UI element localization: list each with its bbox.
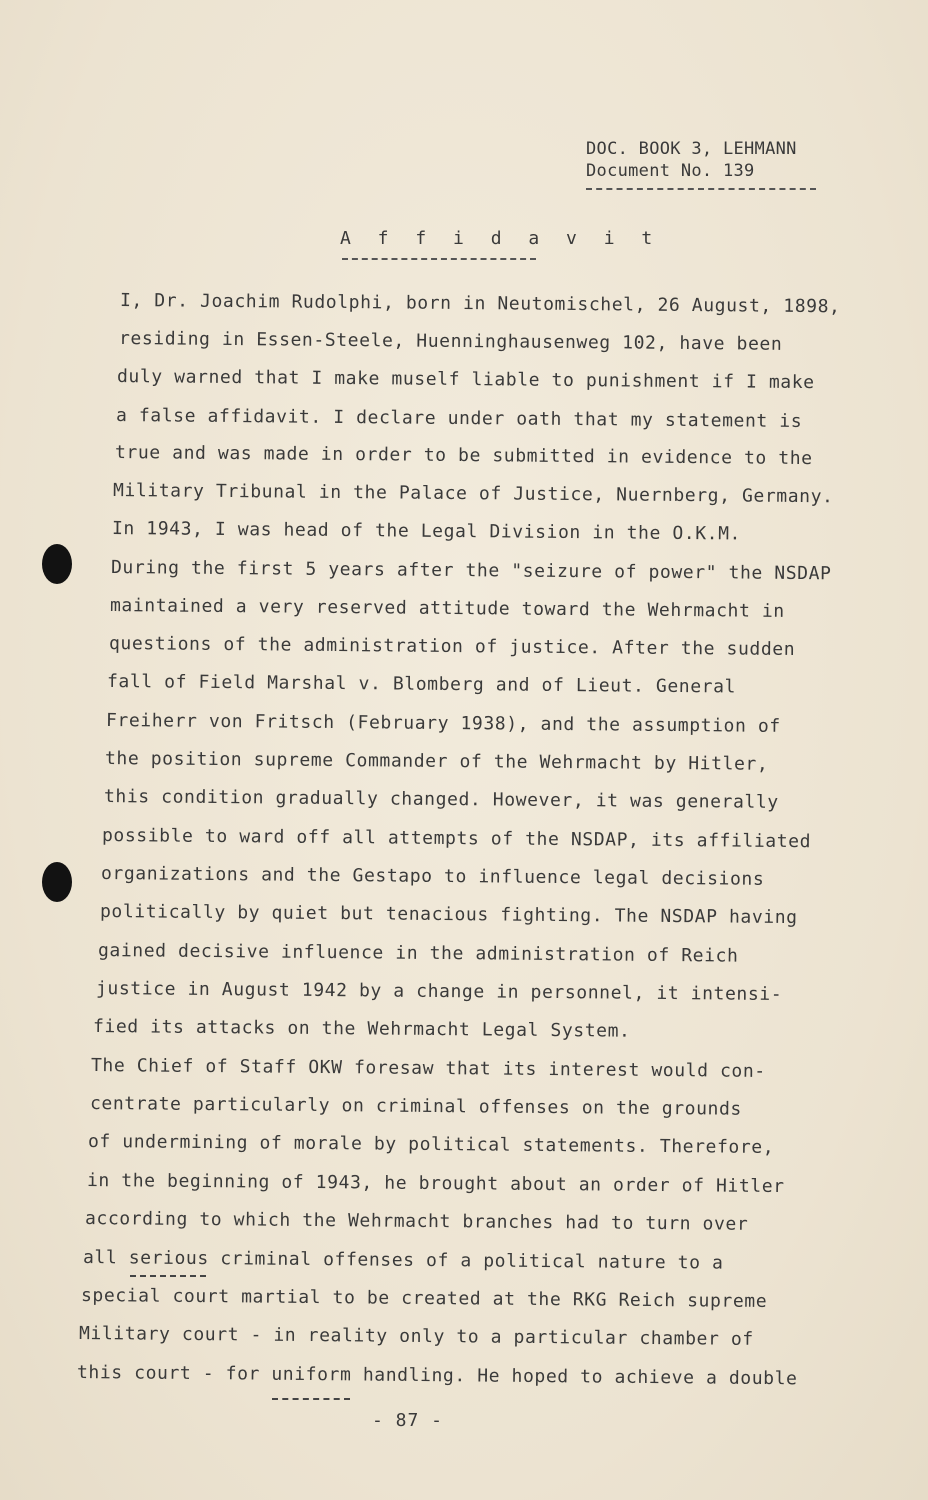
page-number: - 87 - (372, 1410, 444, 1431)
document-title: A f f i d a v i t (340, 228, 661, 249)
underline-serious (130, 1275, 206, 1277)
body-line-20: fied its attacks on the Wehrmacht Legal System. (92, 1016, 631, 1042)
punch-hole-top (42, 544, 72, 584)
body-line-25: according to which the Wehrmacht branches had to turn over (84, 1208, 749, 1235)
body-line-8: During the first 5 years after the "seizure of power" the NSDAP (110, 557, 832, 585)
punch-hole-bottom (42, 862, 72, 902)
body-line-22: centrate particularly on criminal offenses on the grounds (89, 1093, 742, 1120)
body-line-15: possible to ward off all attempts of the NSDAP, its affiliated (101, 825, 812, 853)
underline-uniform (272, 1398, 350, 1400)
body-line-1: I, Dr. Joachim Rudolphi, born in Neutomischel, 26 August, 1898, (119, 290, 841, 318)
body-line-29: this court - for uniform handling. He hoped to achieve a double (76, 1362, 798, 1390)
doc-book-label: DOC. BOOK 3, LEHMANN (586, 139, 797, 159)
body-line-21: The Chief of Staff OKW foresaw that its interest would con- (90, 1055, 766, 1082)
body-line-26: all serious criminal offenses of a political nature to a (82, 1247, 724, 1274)
body-line-19: justice in August 1942 by a change in personnel, it intensi- (95, 978, 783, 1005)
doc-number-label: Document No. 139 (586, 161, 755, 181)
body-line-17: politically by quiet but tenacious fighting. The NSDAP having (99, 901, 798, 929)
body-line-2: residing in Essen-Steele, Huenninghausenweg 102, have been (118, 328, 783, 355)
body-line-28: Military court - in reality only to a particular chamber of (78, 1323, 754, 1350)
body-line-4: a false affidavit. I declare under oath that my statement is (115, 405, 803, 432)
body-line-5: true and was made in order to be submitted in evidence to the (114, 442, 813, 470)
body-line-16: organizations and the Gestapo to influence legal decisions (100, 863, 765, 890)
body-line-12: Freiherr von Fritsch (February 1938), and the assumption of (105, 710, 781, 737)
body-line-23: of undermining of morale by political statements. Therefore, (87, 1131, 775, 1158)
body-line-27: special court martial to be created at the RKG Reich supreme (80, 1285, 768, 1312)
body-line-9: maintained a very reserved attitude toward the Wehrmacht in (109, 595, 785, 622)
body-line-7: In 1943, I was head of the Legal Division in the O.K.M. (111, 518, 742, 545)
body-line-3: duly warned that I make muself liable to punishment if I make (116, 366, 815, 394)
body-line-13: the position supreme Commander of the Wehrmacht by Hitler, (104, 748, 769, 775)
body-line-6: Military Tribunal in the Palace of Justice, Nuernberg, Germany. (112, 480, 834, 508)
body-line-10: questions of the administration of justice. After the sudden (108, 633, 796, 660)
body-line-24: in the beginning of 1943, he brought about an order of Hitler (86, 1170, 785, 1198)
title-underline (342, 258, 536, 260)
body-line-11: fall of Field Marshal v. Blomberg and of Lieut. General (106, 671, 737, 698)
reference-underline (586, 188, 816, 190)
body-line-14: this condition gradually changed. However, it was generally (103, 786, 779, 813)
document-reference (586, 138, 816, 190)
body-line-18: gained decisive influence in the administration of Reich (97, 940, 739, 967)
